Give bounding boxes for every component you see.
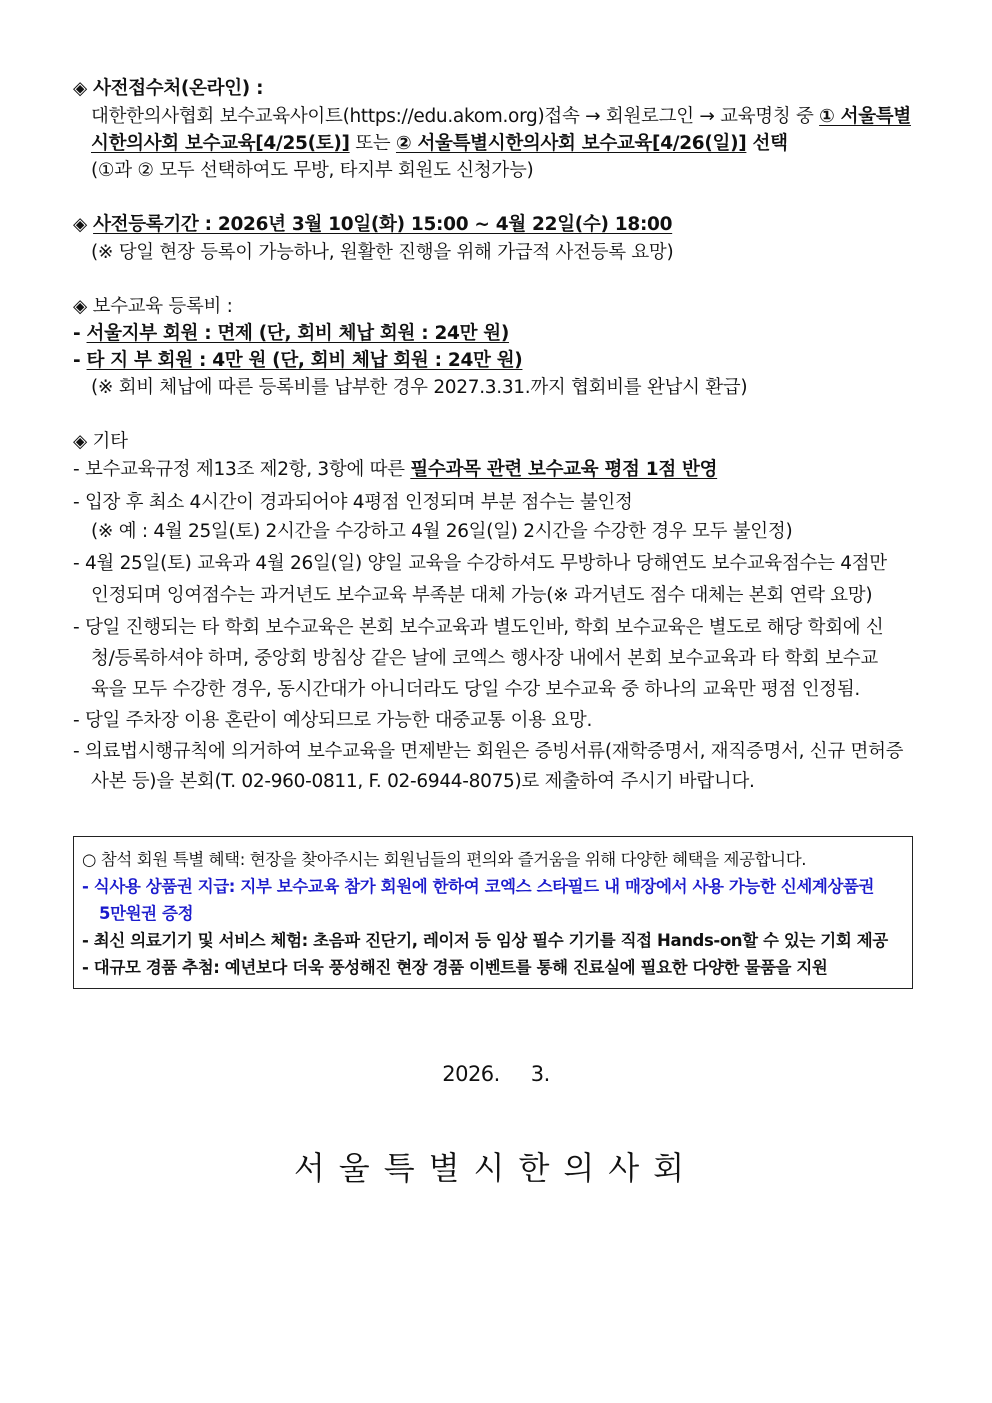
benefit-gift-voucher: - 식사용 상품권 지급: 지부 보수교육 참가 회원에 한하여 코엑스 스타필드 내 매장에서 사용 가능한 신세계상품권 [82,877,875,896]
other-item-3-line-1: - 4월 25일(토) 교육과 4월 26일(일) 양일 교육을 수강하셔도 무방하나 당해연도 보수교육점수는 4점만 [73,553,887,574]
course-option-1-rest: 시한의사회 보수교육[4/25(토)] [91,133,350,154]
registration-instructions-line-1 [91,104,911,130]
benefit-device-experience: - 최신 의료기기 및 서비스 체험: 초음파 진단기, 레이저 등 임상 필수 기기를 직접 Hands-on할 수 있는 기회 제공 [82,931,888,950]
required-credit-text: 필수과목 관련 보수교육 평점 1점 반영 [410,459,718,480]
onsite-registration-note: (※ 당일 현장 등록이 가능하나, 원활한 진행을 위해 가급적 사전등록 요망) [91,242,674,263]
registration-instructions-line-2 [91,131,788,157]
benefit-gift-voucher-cont: 5만원권 증정 [99,904,194,923]
benefit-prize-draw: - 대규모 경품 추첨: 예년보다 더욱 풍성해진 현장 경품 이벤트를 통해 진료실에 필요한 다양한 물품을 지원 [82,958,828,977]
pre-registration-period [73,212,672,238]
fee-seoul-text: 서울지부 회원 : 면제 (단, 회비 체납 회원 : 24만 원) [86,323,510,344]
select-text: 선택 [746,133,788,154]
item-text: - 보수교육규정 제13조 제2항, 3항에 따른 [73,459,411,480]
section-heading-fee: ◈ 보수교육 등록비 : [73,296,233,317]
other-item-4-line-2: 청/등록하셔야 하며, 중앙회 방침상 같은 날에 코엑스 행사장 내에서 본회 보수교육과 타 학회 보수교 [91,648,878,669]
organization-name: 서울특별시한의사회 [293,1149,699,1187]
other-item-1 [73,457,717,483]
other-item-4-line-3: 육을 모두 수강한 경우, 동시간대가 아니더라도 당일 수강 보수교육 중 하나의 교육만 평점 인정됨. [91,679,860,700]
document-date [0,1062,992,1086]
other-item-6-line-2: 사본 등)을 본회(T. 02-960-0811, F. 02-6944-8075)로 제출하여 주시기 바랍니다. [91,771,755,792]
other-item-2: - 입장 후 최소 4시간이 경과되어야 4평점 인정되며 부분 점수는 불인정 [73,492,633,513]
dash: - [73,350,87,371]
fee-other-branch-members [73,348,522,374]
date-month: 3. [530,1062,550,1086]
section-heading-online-registration: ◈ 사전접수처(온라인) : [73,78,264,99]
section-heading-other: ◈ 기타 [73,431,128,452]
other-item-5: - 당일 주차장 이용 혼란이 예상되므로 가능한 대중교통 이용 요망. [73,710,593,731]
period-text: 사전등록기간 : 2026년 3월 10일(화) 15:00 ~ 4월 22일(수) 18:00 [93,214,673,235]
other-item-6-line-1: - 의료법시행규칙에 의거하여 보수교육을 면제받는 회원은 증빙서류(재학증명서, 재직증명서, 신규 면허증 [73,741,904,762]
instructions-text: 대한한의사협회 보수교육사이트(https://edu.akom.org)접속 → 회원로그인 → 교육명칭 중 [91,106,820,127]
benefits-box [73,836,913,989]
diamond-bullet: ◈ [73,214,94,235]
fee-seoul-members [73,321,509,347]
date-year: 2026. [442,1062,500,1086]
registration-note: (①과 ② 모두 선택하여도 무방, 타지부 회원도 신청가능) [91,160,534,181]
other-item-4-line-1: - 당일 진행되는 타 학회 보수교육은 본회 보수교육과 별도인바, 학회 보수교육은 별도로 해당 학회에 신 [73,617,884,638]
dash: - [73,323,87,344]
fee-other-text: 타 지 부 회원 : 4만 원 (단, 회비 체납 회원 : 24만 원) [86,350,523,371]
benefits-intro: ○ 참석 회원 특별 혜택: 현장을 찾아주시는 회원님들의 편의와 즐거움을 위해 다양한 혜택을 제공합니다. [82,850,807,869]
course-option-2: ② 서울특별시한의사회 보수교육[4/26(일)] [395,133,747,154]
other-item-3-line-2: 인정되며 잉여점수는 과거년도 보수교육 부족분 대체 가능(※ 과거년도 점수 대체는 본회 연락 요망) [91,585,873,606]
other-item-2-example: (※ 예 : 4월 25일(토) 2시간을 수강하고 4월 26일(일) 2시간을 수강한 경우 모두 불인정) [91,521,793,542]
course-option-1-part: ① 서울특별 [819,106,911,127]
or-text: 또는 [349,133,396,154]
fee-refund-note: (※ 회비 체납에 따른 등록비를 납부한 경우 2027.3.31.까지 협회비를 완납시 환급) [91,377,748,398]
